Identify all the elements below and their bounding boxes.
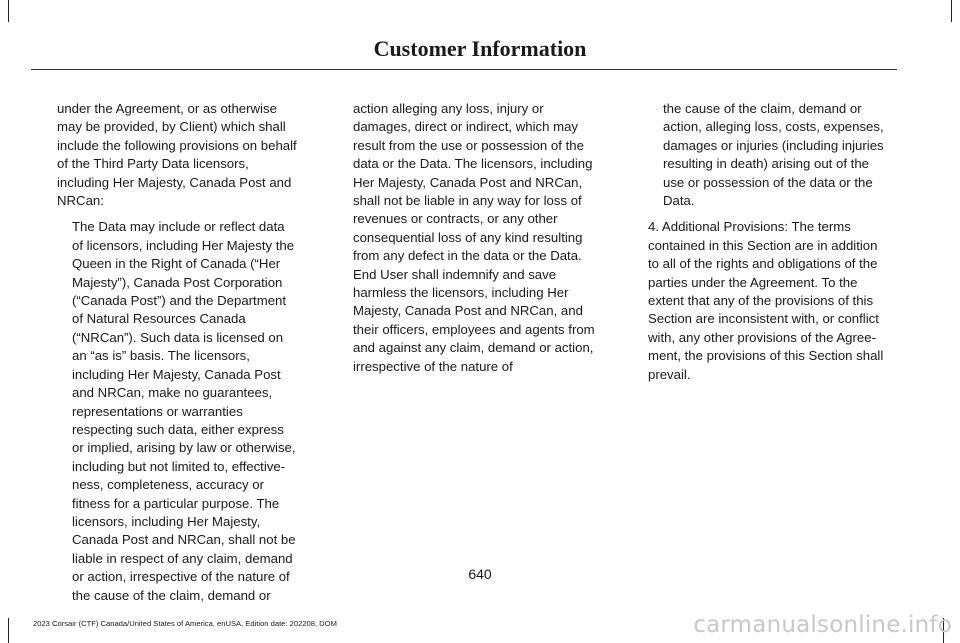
- watermark: carmanualsonline.info: [693, 612, 952, 638]
- text-column-3: [648, 100, 890, 384]
- header-divider: [31, 69, 897, 70]
- indented-paragraph: the cause of the claim, demand or action, alleging loss, costs, expenses, damages or injuries (including injuries resulting in death) arising out of the use or possession of the data or the Data.: [663, 101, 884, 209]
- page-number: 640: [468, 566, 492, 582]
- footer-edition-text: 2023 Corsair (CTF) Canada/United States of America, enUSA, Edition date: 202208, DOM: [33, 619, 337, 628]
- paragraph: action alleging any loss, injury or damages, direct or indirect, which may result from the use or possession of the data or the Data. The licensors, including Her Majesty, Canada Post and NRCan, shall not be liable in any way for loss of revenues or contracts, or any other consequential loss of any kind resulting from any defect in the data or the Data.: [353, 101, 593, 264]
- paragraph: End User shall indemnify and save harmless the licensors, including Her Majesty, Canada Post and NRCan, and their officers, employees and agents from and against any claim, demand or action, irrespective of the nature of: [353, 266, 595, 374]
- page-title: Customer Information: [373, 36, 587, 61]
- text-column-1: [57, 100, 299, 605]
- indented-paragraph: The Data may include or reflect data of licensors, including Her Majesty the Queen in the Right of Canada (“Her Majesty”), Canada Post Corporation (“Canada Post”) and the Department of Natural Resources Canada (“NRCan”). Such data is licensed on an “as is” basis. The licensors, including Her Majesty, Canada Post and NRCan, make no guarantees, representations or warranties respecting such data, either express or implied, arising by law or otherwise, including but not limited to, effective-ness, completeness, accuracy or fitness for a particular purpose. The licensors, including Her Majesty, Canada Post and NRCan, shall not be liable in respect of any claim, demand or action, irrespective of the nature of the cause of the claim, demand or: [72, 219, 296, 603]
- crop-mark-top-right: [951, 0, 952, 22]
- crop-mark-top-left: [8, 0, 9, 22]
- text-column-2: [353, 100, 595, 376]
- paragraph: 4. Additional Provisions: The terms contained in this Section are in addition to all of the rights and obligations of the parties under the Agreement. To the extent that any of the provisions of this Section are inconsistent with, or conflict with, any other provisions of the Agree-ment, the provisions of this Section shall prevail.: [648, 219, 884, 382]
- crop-mark-bottom-left: [8, 618, 9, 643]
- paragraph: under the Agreement, or as otherwise may be provided, by Client) which shall include the following provisions on behalf of the Third Party Data licensors, including Her Majesty, Canada Post and NRCan:: [57, 101, 297, 209]
